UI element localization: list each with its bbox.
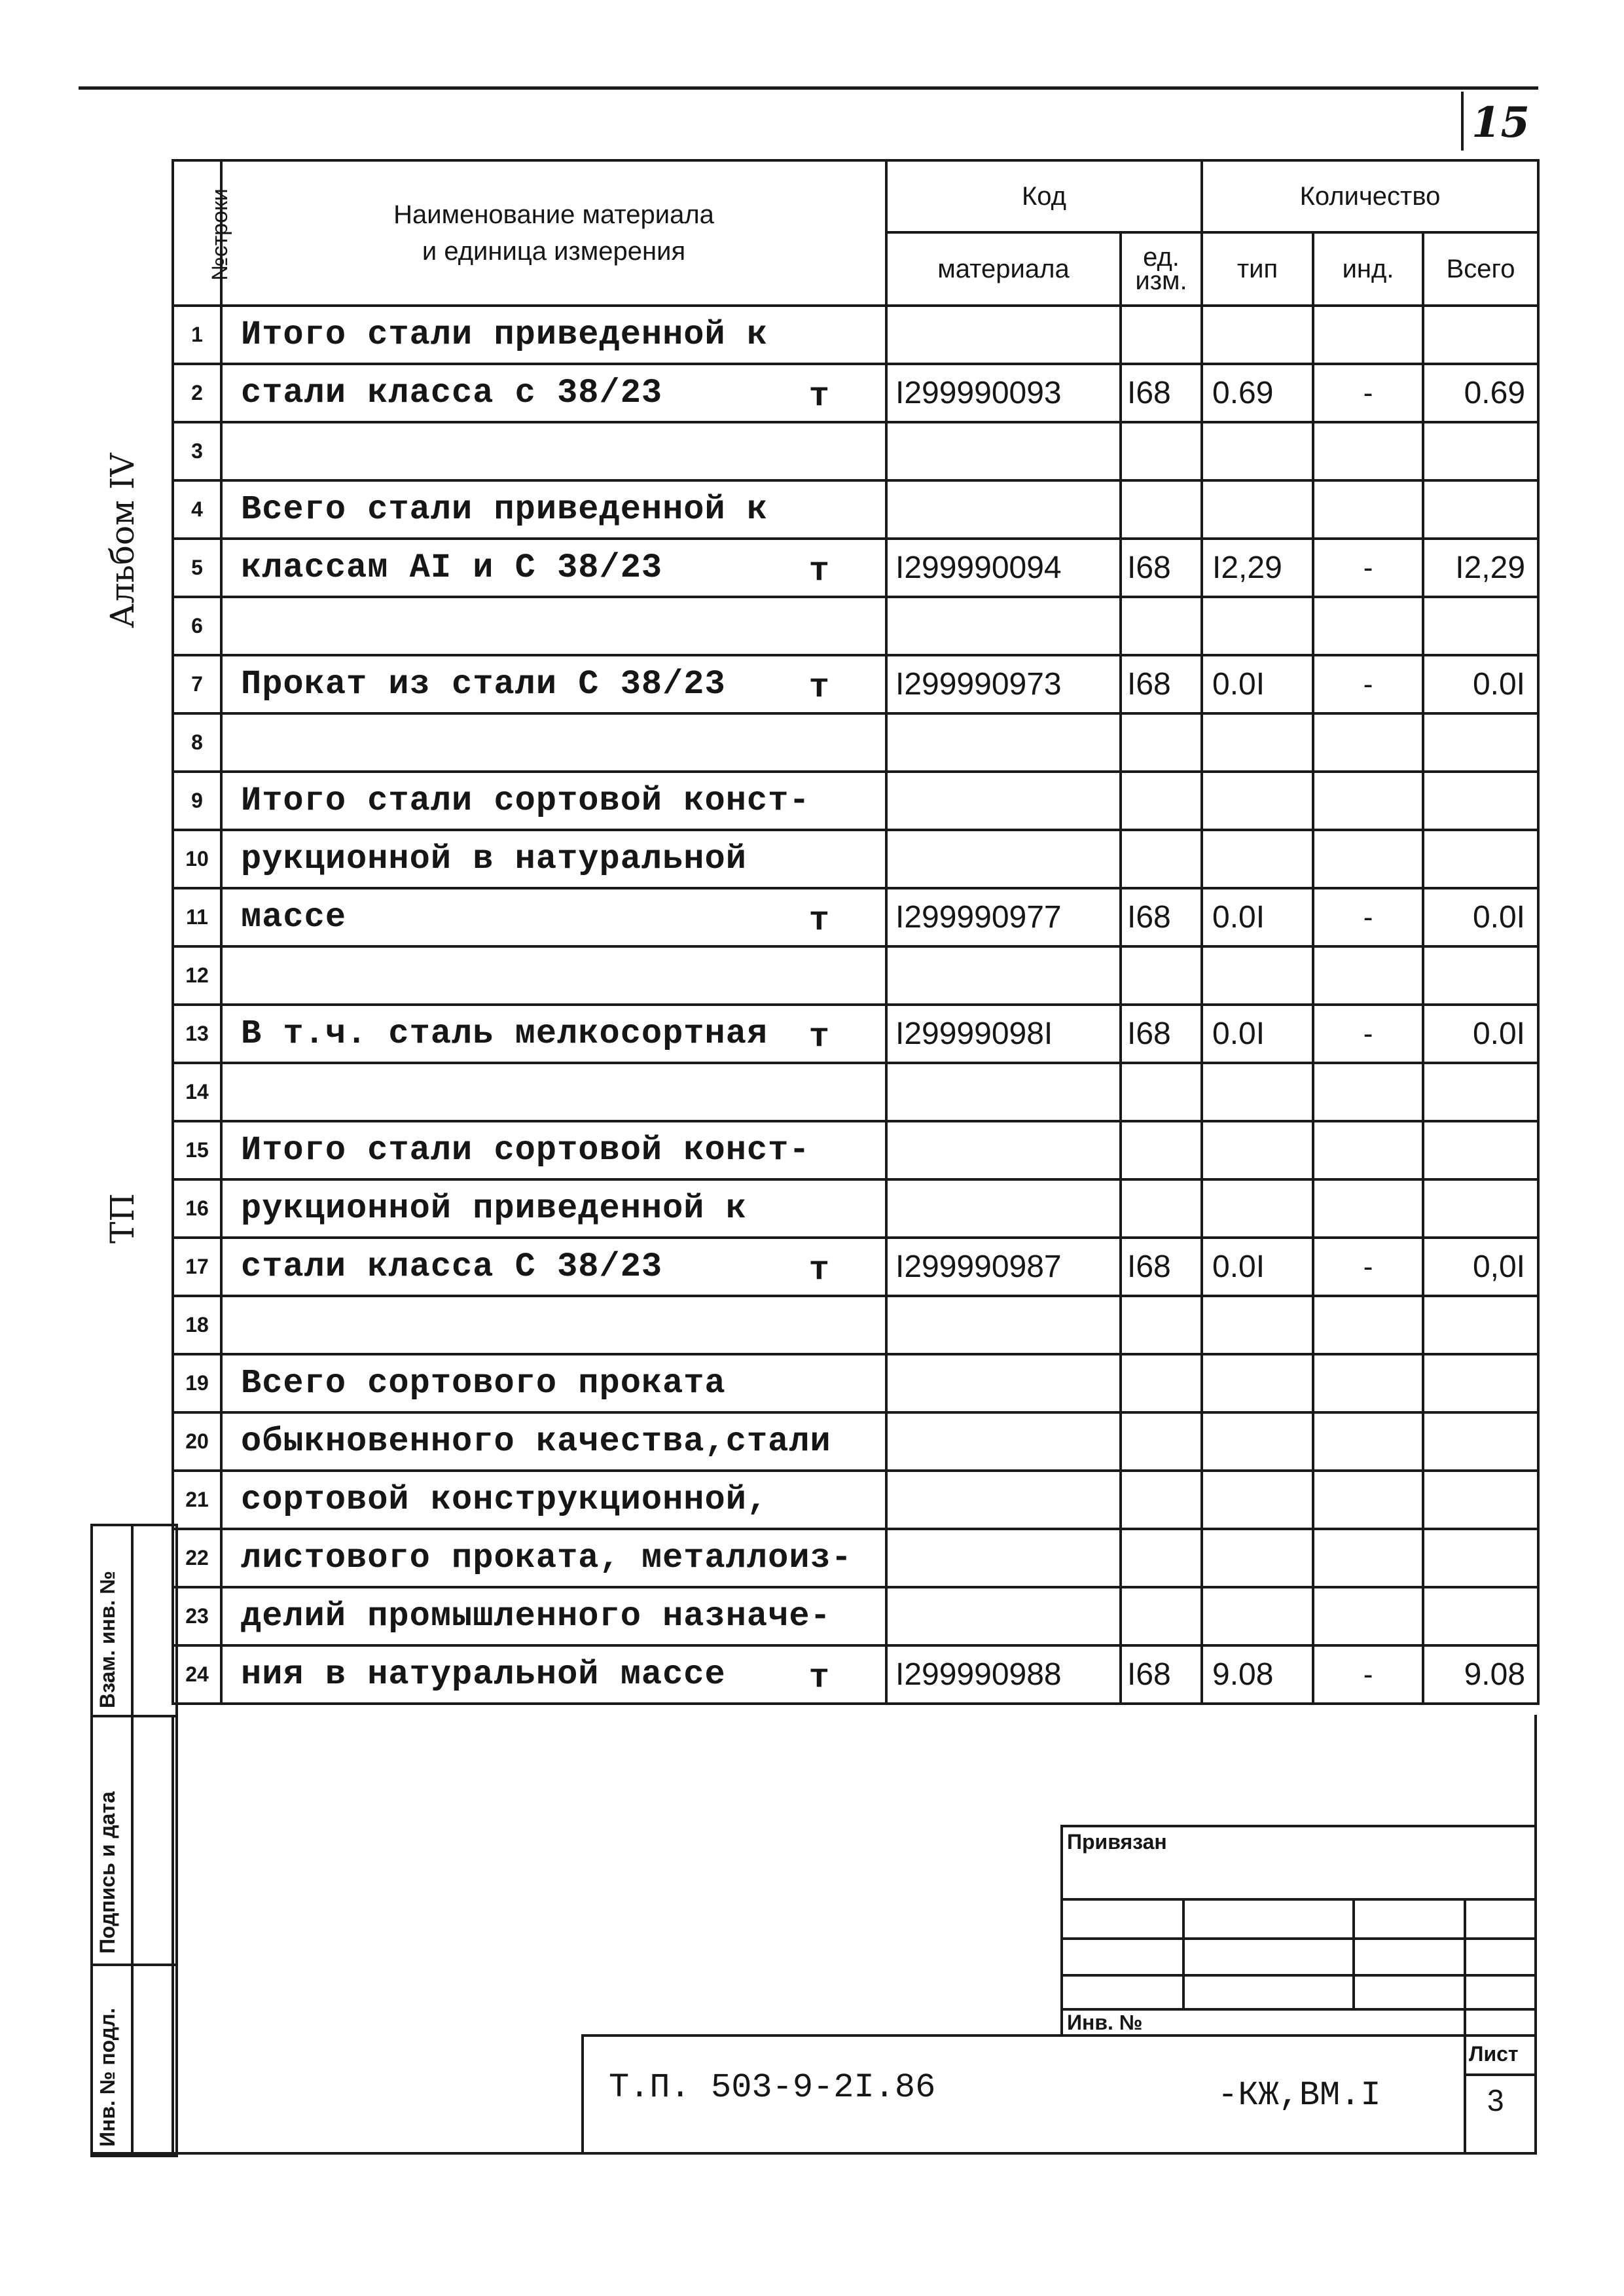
material-code <box>886 772 1121 830</box>
material-unit: т <box>808 1018 830 1056</box>
qty-type <box>1202 480 1313 539</box>
table-row <box>173 1063 1538 1121</box>
table-row <box>173 364 1538 422</box>
row-number: 20 <box>173 1412 221 1471</box>
table-row <box>173 1296 1538 1354</box>
qty-total <box>1423 1063 1538 1121</box>
qty-type <box>1202 1121 1313 1179</box>
privyazan-label: Привязан <box>1067 1830 1167 1854</box>
unit-code <box>1121 713 1202 772</box>
privyazan-col-1 <box>1182 1898 1185 2008</box>
table-row <box>173 1412 1538 1471</box>
material-code <box>886 1412 1121 1471</box>
table-row <box>173 1587 1538 1645</box>
podpis-label: Подпись и дата <box>96 1791 119 1954</box>
frame-right <box>1534 1715 1537 2155</box>
qty-total: 0.0I <box>1423 888 1538 946</box>
material-code: I299990093 <box>886 364 1121 422</box>
side-stamp-divider <box>131 1524 134 2155</box>
unit-code <box>1121 772 1202 830</box>
qty-ind <box>1313 1354 1423 1412</box>
material-name-text: рукционной в натуральной <box>241 840 747 878</box>
material-code <box>886 597 1121 655</box>
table-body <box>173 306 1538 1704</box>
table-row <box>173 772 1538 830</box>
qty-ind <box>1313 1412 1423 1471</box>
qty-ind: - <box>1313 1645 1423 1704</box>
row-number: 13 <box>173 1005 221 1063</box>
album-label: Альбом IV <box>103 453 141 628</box>
table-row <box>173 1471 1538 1529</box>
unit-code: I68 <box>1121 364 1202 422</box>
material-name-text: ния в натуральной массе <box>241 1655 726 1694</box>
qty-type: I2,29 <box>1202 539 1313 597</box>
material-code <box>886 306 1121 364</box>
material-code <box>886 1529 1121 1587</box>
material-code <box>886 422 1121 480</box>
qty-total <box>1423 772 1538 830</box>
qty-total <box>1423 1471 1538 1529</box>
material-code <box>886 1063 1121 1121</box>
qty-ind <box>1313 1587 1423 1645</box>
header-code-unit: ед. изм. <box>1121 232 1202 306</box>
row-number: 18 <box>173 1296 221 1354</box>
material-name-text: Итого стали сортовой конст- <box>241 1131 810 1170</box>
table-row <box>173 1005 1538 1063</box>
qty-ind: - <box>1313 655 1423 713</box>
material-code <box>886 1354 1121 1412</box>
qty-ind <box>1313 946 1423 1005</box>
material-name <box>221 1645 886 1704</box>
unit-code <box>1121 1063 1202 1121</box>
page-number: 15 <box>1471 98 1530 147</box>
qty-total: I2,29 <box>1423 539 1538 597</box>
qty-total: 0,0I <box>1423 1238 1538 1296</box>
material-name-text: В т.ч. сталь мелкосортная <box>241 1014 768 1053</box>
privyazan-col-2 <box>1352 1898 1355 2008</box>
material-name <box>221 597 886 655</box>
qty-total: 9.08 <box>1423 1645 1538 1704</box>
row-number: 17 <box>173 1238 221 1296</box>
qty-type <box>1202 597 1313 655</box>
vzam-label: Взам. инв. № <box>96 1571 119 1708</box>
material-name <box>221 1296 886 1354</box>
qty-type <box>1202 830 1313 888</box>
row-number: 6 <box>173 597 221 655</box>
material-name-text: стали класса с 38/23 <box>241 374 663 412</box>
table-row <box>173 539 1538 597</box>
header-qty-total: Всего <box>1423 232 1538 306</box>
table-row <box>173 1645 1538 1704</box>
material-code <box>886 1471 1121 1529</box>
qty-total <box>1423 713 1538 772</box>
material-name <box>221 655 886 713</box>
qty-type: 0.0I <box>1202 1005 1313 1063</box>
qty-type <box>1202 1529 1313 1587</box>
material-name <box>221 1063 886 1121</box>
material-name <box>221 480 886 539</box>
material-code: I299990094 <box>886 539 1121 597</box>
unit-code <box>1121 1179 1202 1238</box>
material-name-text: делий промышленного назначе- <box>241 1597 831 1636</box>
qty-total <box>1423 306 1538 364</box>
material-name <box>221 1005 886 1063</box>
qty-ind <box>1313 597 1423 655</box>
material-code <box>886 830 1121 888</box>
material-unit: т <box>808 1251 830 1289</box>
qty-type: 0.69 <box>1202 364 1313 422</box>
table-row <box>173 422 1538 480</box>
material-unit: т <box>808 552 830 590</box>
qty-total <box>1423 1587 1538 1645</box>
material-name <box>221 422 886 480</box>
material-name-text: сортовой конструкционной, <box>241 1480 768 1519</box>
material-unit: т <box>808 377 830 416</box>
inv-podl-label: Инв. № подл. <box>96 2007 119 2147</box>
qty-total <box>1423 1354 1538 1412</box>
material-name <box>221 1587 886 1645</box>
qty-ind <box>1313 1471 1423 1529</box>
table-row <box>173 306 1538 364</box>
material-name <box>221 539 886 597</box>
privyazan-left <box>1060 1825 1063 2034</box>
row-number: 9 <box>173 772 221 830</box>
material-name <box>221 1354 886 1412</box>
qty-type <box>1202 946 1313 1005</box>
unit-code <box>1121 1354 1202 1412</box>
unit-code: I68 <box>1121 1238 1202 1296</box>
row-number: 24 <box>173 1645 221 1704</box>
table-row <box>173 597 1538 655</box>
material-name <box>221 1471 886 1529</box>
material-code <box>886 713 1121 772</box>
frame-bottom <box>90 2152 1537 2155</box>
material-name <box>221 830 886 888</box>
row-number: 10 <box>173 830 221 888</box>
material-name-text: стали класса С 38/23 <box>241 1247 663 1286</box>
qty-ind <box>1313 830 1423 888</box>
material-name <box>221 1412 886 1471</box>
material-code: I299990973 <box>886 655 1121 713</box>
title-block-left <box>581 2034 584 2155</box>
qty-type <box>1202 1179 1313 1238</box>
qty-ind <box>1313 422 1423 480</box>
qty-type <box>1202 1412 1313 1471</box>
material-name-text: Итого стали приведенной к <box>241 315 768 354</box>
material-code: I299990988 <box>886 1645 1121 1704</box>
table-row <box>173 830 1538 888</box>
row-number: 19 <box>173 1354 221 1412</box>
material-name <box>221 1238 886 1296</box>
material-code <box>886 1587 1121 1645</box>
material-code: I29999098I <box>886 1005 1121 1063</box>
header-code-group: Код <box>886 160 1202 232</box>
row-number: 2 <box>173 364 221 422</box>
qty-total <box>1423 946 1538 1005</box>
qty-total <box>1423 480 1538 539</box>
qty-ind <box>1313 480 1423 539</box>
row-number: 4 <box>173 480 221 539</box>
unit-code: I68 <box>1121 655 1202 713</box>
row-number: 7 <box>173 655 221 713</box>
qty-total <box>1423 1179 1538 1238</box>
material-code <box>886 1296 1121 1354</box>
material-name <box>221 1179 886 1238</box>
doc-code: Т.П. 503-9-2I.86 <box>609 2068 936 2107</box>
table-row <box>173 888 1538 946</box>
material-name-text: листового проката, металлоиз- <box>241 1539 852 1577</box>
qty-total: 0.69 <box>1423 364 1538 422</box>
row-number: 16 <box>173 1179 221 1238</box>
unit-code <box>1121 597 1202 655</box>
unit-code <box>1121 480 1202 539</box>
material-name-text: рукционной приведенной к <box>241 1189 747 1228</box>
qty-total <box>1423 1296 1538 1354</box>
unit-code: I68 <box>1121 888 1202 946</box>
qty-type <box>1202 1471 1313 1529</box>
qty-type <box>1202 713 1313 772</box>
qty-ind <box>1313 772 1423 830</box>
table-row <box>173 1529 1538 1587</box>
table-row <box>173 1354 1538 1412</box>
unit-code <box>1121 1587 1202 1645</box>
qty-ind: - <box>1313 1238 1423 1296</box>
qty-type <box>1202 1296 1313 1354</box>
sheet-box-left <box>1464 2034 1466 2155</box>
header-name-line2: и единица измерения <box>422 237 686 266</box>
qty-type <box>1202 306 1313 364</box>
qty-total <box>1423 597 1538 655</box>
material-code <box>886 1121 1121 1179</box>
qty-type: 0.0I <box>1202 655 1313 713</box>
qty-total <box>1423 422 1538 480</box>
doc-suffix: -КЖ,ВМ.I <box>1218 2076 1381 2115</box>
material-name <box>221 713 886 772</box>
title-block-top <box>581 2034 1537 2037</box>
sheet-label: Лист <box>1469 2042 1519 2066</box>
unit-code <box>1121 306 1202 364</box>
material-name <box>221 1529 886 1587</box>
materials-table <box>171 159 1540 1705</box>
qty-type <box>1202 772 1313 830</box>
qty-ind <box>1313 306 1423 364</box>
qty-type <box>1202 1354 1313 1412</box>
header-stroki: №строки <box>173 160 221 306</box>
row-number: 21 <box>173 1471 221 1529</box>
tp-label: ТП <box>103 1193 141 1244</box>
row-number: 12 <box>173 946 221 1005</box>
qty-total: 0.0I <box>1423 655 1538 713</box>
row-number: 15 <box>173 1121 221 1179</box>
row-number: 5 <box>173 539 221 597</box>
unit-code <box>1121 1471 1202 1529</box>
row-number: 23 <box>173 1587 221 1645</box>
header-qty-group: Количество <box>1202 160 1538 232</box>
page-number-tick <box>1461 92 1464 151</box>
unit-code: I68 <box>1121 1005 1202 1063</box>
unit-code <box>1121 946 1202 1005</box>
sheet-number: 3 <box>1487 2083 1504 2117</box>
qty-ind: - <box>1313 364 1423 422</box>
qty-type: 0.0I <box>1202 1238 1313 1296</box>
privyazan-top <box>1060 1825 1537 1827</box>
unit-code: I68 <box>1121 1645 1202 1704</box>
table-row <box>173 655 1538 713</box>
qty-ind <box>1313 1121 1423 1179</box>
inv-no-label: Инв. № <box>1067 2011 1143 2034</box>
material-name-text: Всего стали приведенной к <box>241 490 768 529</box>
qty-total <box>1423 1121 1538 1179</box>
material-name <box>221 772 886 830</box>
material-name <box>221 946 886 1005</box>
table-row <box>173 1179 1538 1238</box>
table-row <box>173 1121 1538 1179</box>
material-name-text: классам АI и С 38/23 <box>241 548 663 587</box>
qty-type: 0.0I <box>1202 888 1313 946</box>
table-row <box>173 480 1538 539</box>
header-name-line1: Наименование материала <box>393 200 714 229</box>
unit-code <box>1121 1121 1202 1179</box>
qty-ind <box>1313 1529 1423 1587</box>
top-rule <box>79 86 1538 90</box>
material-name-text: Всего сортового проката <box>241 1364 726 1403</box>
material-name-text: обыкновенного качества,стали <box>241 1422 831 1461</box>
header-qty-ind: инд. <box>1313 232 1423 306</box>
qty-ind: - <box>1313 1005 1423 1063</box>
qty-type <box>1202 422 1313 480</box>
qty-total: 0.0I <box>1423 1005 1538 1063</box>
sheet-box-rule <box>1464 2073 1537 2076</box>
material-code <box>886 480 1121 539</box>
row-number: 14 <box>173 1063 221 1121</box>
table-row <box>173 1238 1538 1296</box>
row-number: 3 <box>173 422 221 480</box>
unit-code <box>1121 830 1202 888</box>
qty-total <box>1423 1412 1538 1471</box>
unit-code <box>1121 1412 1202 1471</box>
material-name-text: массе <box>241 898 347 937</box>
material-name <box>221 1121 886 1179</box>
side-stamp-rule-1 <box>90 1715 175 1717</box>
header-code-material: материала <box>886 232 1121 306</box>
privyazan-col-3 <box>1464 1898 1466 2034</box>
material-name <box>221 306 886 364</box>
material-unit: т <box>808 901 830 940</box>
qty-ind: - <box>1313 539 1423 597</box>
qty-total <box>1423 1529 1538 1587</box>
material-unit: т <box>808 668 830 707</box>
qty-ind <box>1313 713 1423 772</box>
material-code <box>886 1179 1121 1238</box>
material-code: I299990977 <box>886 888 1121 946</box>
qty-type <box>1202 1063 1313 1121</box>
table-row <box>173 713 1538 772</box>
row-number: 11 <box>173 888 221 946</box>
unit-code: I68 <box>1121 539 1202 597</box>
side-stamp-rule-2 <box>90 1964 175 1966</box>
qty-ind <box>1313 1179 1423 1238</box>
material-code <box>886 946 1121 1005</box>
material-name <box>221 364 886 422</box>
header-qty-type: тип <box>1202 232 1313 306</box>
unit-code <box>1121 422 1202 480</box>
material-name-text: Прокат из стали С 38/23 <box>241 665 726 704</box>
material-name-text: Итого стали сортовой конст- <box>241 781 810 820</box>
table-row <box>173 946 1538 1005</box>
row-number: 8 <box>173 713 221 772</box>
material-name <box>221 888 886 946</box>
frame-left <box>171 1715 174 2155</box>
qty-total <box>1423 830 1538 888</box>
qty-ind <box>1313 1296 1423 1354</box>
row-number: 22 <box>173 1529 221 1587</box>
qty-ind: - <box>1313 888 1423 946</box>
unit-code <box>1121 1296 1202 1354</box>
material-unit: т <box>808 1659 830 1697</box>
header-name <box>221 160 886 306</box>
qty-type <box>1202 1587 1313 1645</box>
unit-code <box>1121 1529 1202 1587</box>
material-code: I299990987 <box>886 1238 1121 1296</box>
qty-type: 9.08 <box>1202 1645 1313 1704</box>
qty-ind <box>1313 1063 1423 1121</box>
row-number: 1 <box>173 306 221 364</box>
